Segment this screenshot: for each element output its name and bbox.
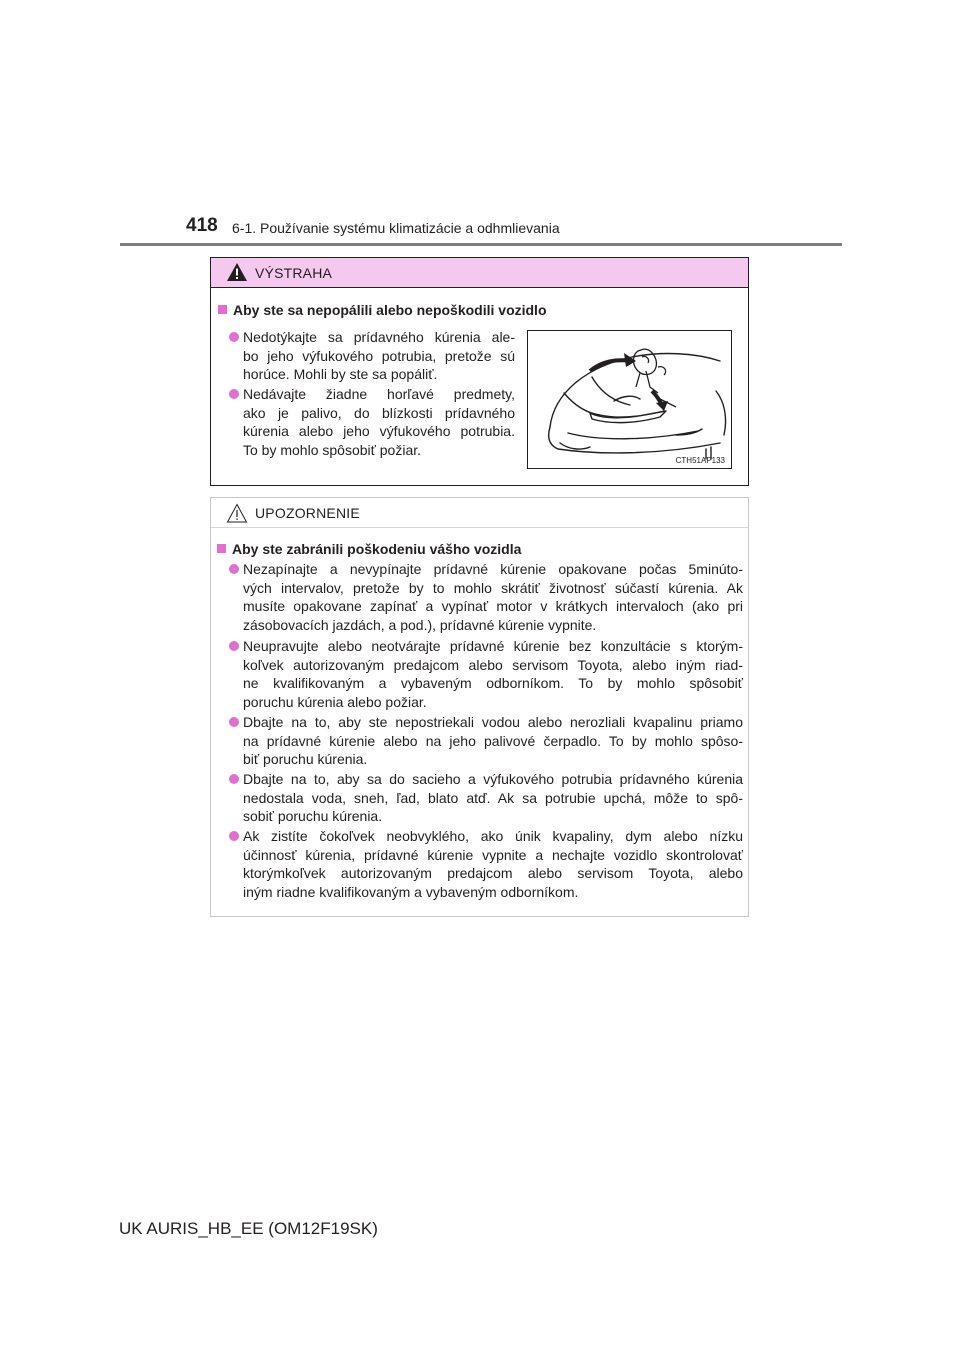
caution-triangle-icon [226,503,248,523]
bullet-line: musíte opakovane zapínať a vypínať motor v krátkych intervaloch (ako pri [243,598,743,615]
bullet-line: ktorýmkoľvek autorizovaným predajcom alebo servisom Toyota, alebo [243,865,743,882]
bullet-line: To by mohlo spôsobiť požiar. [243,442,422,459]
bullet-dot-icon [229,389,239,399]
caution-bullet [243,713,743,769]
warning-heading [218,302,547,318]
car-front-drawing [528,331,731,468]
heading-square-icon [217,544,226,553]
bullet-line: Neupravujte alebo neotvárajte prídavné kúrenie bez konzultácie s ktorým- [243,638,743,654]
bullet-line: biť poruchu kúrenia. [243,751,368,768]
bullet-line: Nedávajte žiadne horľavé predmety, [243,386,515,402]
bullet-line: Ak zistíte čokoľvek neobvyklého, ako únik kvapaliny, dym alebo nízku [243,828,743,844]
figure-code: CTH51AP133 [675,456,725,465]
bullet-line: sobiť poruchu kúrenia. [243,808,383,825]
bullet-line: vých intervalov, pretože by to mohlo skrátiť životnosť súčastí kúrenia. Ak [243,579,743,596]
bullet-line: Nedotýkajte sa prídavného kúrenia ale- [243,329,515,345]
caution-label: UPOZORNENIE [255,505,360,521]
caution-header [211,498,748,528]
warning-triangle-icon [226,262,248,282]
page-number: 418 [186,215,218,236]
bullet-line: ako je palivo, do blízkosti prídavného [243,404,515,421]
bullet-line: na prídavné kúrenie alebo na jeho palivové čerpadlo. To by mohlo spôso- [243,732,743,749]
bullet-dot-icon [229,774,239,784]
bullet-line: horúce. Mohli by ste sa popáliť. [243,366,438,383]
bullet-line: Nezapínajte a nevypínajte prídavné kúrenie opakovane počas 5minúto- [243,561,743,577]
caution-bullet [243,560,743,635]
warning-header [211,258,748,288]
header-rule [120,243,842,246]
warning-box [210,257,749,486]
bullet-line: nedostala voda, sneh, ľad, blato atď. Ak sa potrubie upchá, môže to spô- [243,789,743,806]
warning-bullet [243,385,515,460]
warning-bullet [243,328,515,384]
bullet-line: bo jeho výfukového potrubia, pretože sú [243,347,515,364]
caution-bullet [243,770,743,826]
bullet-line: koľvek autorizovaným predajcom alebo servisom Toyota, alebo iným riad- [243,656,743,673]
warning-heading-text: Aby ste sa nepopálili alebo nepoškodili vozidlo [233,302,547,318]
section-title: 6-1. Používanie systému klimatizácie a odhmlievania [232,220,560,236]
footer-model-code: UK AURIS_HB_EE (OM12F19SK) [119,1219,378,1238]
bullet-line: účinnosť kúrenia, prídavné kúrenie vypnite a nechajte vozidlo skontrolovať [243,846,743,863]
heading-square-icon [218,305,227,314]
caution-box [210,497,749,917]
bullet-line: ne kvalifikovaným a vybaveným odborníkom. To by mohlo spôsobiť [243,675,743,692]
bullet-line: Dbajte na to, aby sa do sacieho a výfukového potrubia prídavného kúrenia [243,771,743,787]
bullet-line: poruchu kúrenia alebo požiar. [243,694,427,711]
bullet-line: zásobovacích jazdách, a pod.), prídavné kúrenie vypnite. [243,617,597,634]
bullet-line: Dbajte na to, aby ste nepostriekali vodou alebo nerozliali kvapalinu priamo [243,714,743,730]
bullet-dot-icon [229,641,239,651]
bullet-line: kúrenia alebo jeho výfukového potrubia. [243,423,515,440]
warning-label: VÝSTRAHA [255,265,333,281]
bullet-line: iným riadne kvalifikovaným a vybaveným odborníkom. [243,884,579,901]
bullet-dot-icon [229,332,239,342]
caution-heading-text: Aby ste zabránili poškodeniu vášho vozidla [232,541,522,557]
caution-bullet [243,637,743,712]
car-front-illustration [527,330,732,469]
bullet-dot-icon [229,717,239,727]
caution-heading [217,541,521,557]
bullet-dot-icon [229,831,239,841]
caution-bullet [243,827,743,902]
bullet-dot-icon [229,564,239,574]
